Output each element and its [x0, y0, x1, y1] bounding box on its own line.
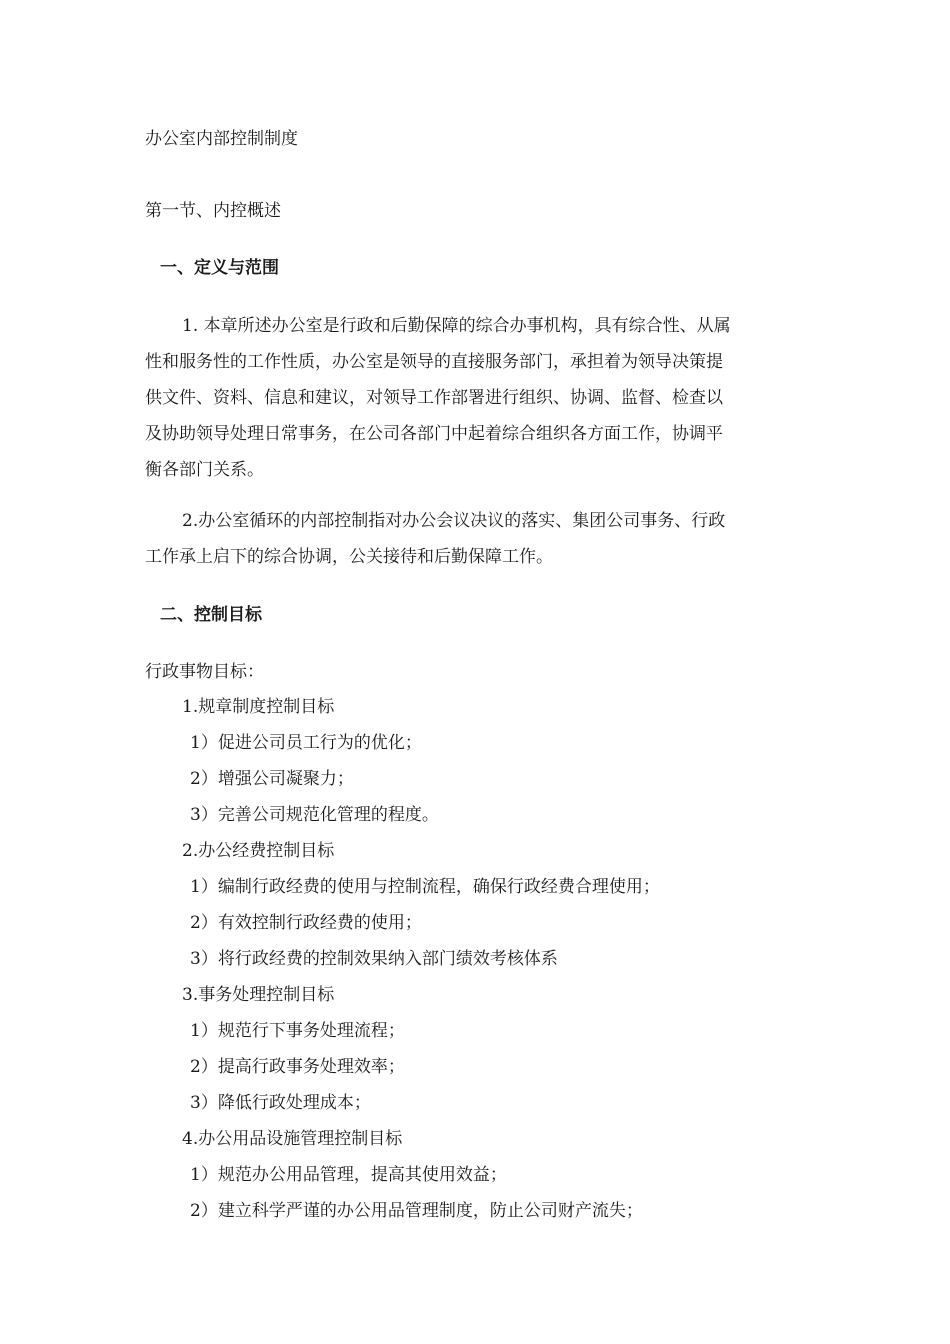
- para2-line: 2.办公室循环的内部控制指对办公会议决议的落实、集团公司事务、行政: [182, 511, 726, 531]
- goal-item: 2）有效控制行政经费的使用；: [190, 913, 422, 933]
- para1-line: 性和服务性的工作性质，办公室是领导的直接服务部门，承担着为领导决策提: [145, 352, 723, 372]
- goal-item: 3）降低行政处理成本；: [190, 1093, 371, 1113]
- goal-item: 2）增强公司凝聚力；: [190, 769, 354, 789]
- para1-line: 及协助领导处理日常事务，在公司各部门中起着综合组织各方面工作，协调平: [145, 424, 723, 444]
- para1-line: 衡各部门关系。: [145, 460, 264, 480]
- goal-item: 1）规范行下事务处理流程；: [190, 1021, 405, 1041]
- goal-item: 1）编制行政经费的使用与控制流程，确保行政经费合理使用；: [190, 877, 660, 897]
- goal-title: 3.事务处理控制目标: [182, 985, 335, 1005]
- goal-item: 3）将行政经费的控制效果纳入部门绩效考核体系: [190, 949, 558, 969]
- goal-item: 2）建立科学严谨的办公用品管理制度，防止公司财产流失；: [190, 1201, 643, 1221]
- goal-item: 1）促进公司员工行为的优化；: [190, 733, 422, 753]
- doc-title: 办公室内部控制制度: [145, 129, 298, 149]
- goal-item: 2）提高行政事务处理效率；: [190, 1057, 405, 1077]
- goal-item: 3）完善公司规范化管理的程度。: [190, 805, 439, 825]
- heading-definition-scope: 一、定义与范围: [160, 258, 279, 278]
- admin-goals-label: 行政事物目标：: [145, 662, 264, 682]
- para1-line: 供文件、资料、信息和建议，对领导工作部署进行组织、协调、监督、检查以: [145, 388, 723, 408]
- para1-line: 1. 本章所述办公室是行政和后勤保障的综合办事机构，具有综合性、从属: [182, 316, 731, 336]
- heading-control-objectives: 二、控制目标: [160, 605, 262, 625]
- goal-title: 2.办公经费控制目标: [182, 841, 335, 861]
- goal-item: 1）规范办公用品管理，提高其使用效益；: [190, 1165, 507, 1185]
- para2-line: 工作承上启下的综合协调，公关接待和后勤保障工作。: [145, 547, 553, 567]
- goal-title: 4.办公用品设施管理控制目标: [182, 1129, 403, 1149]
- goal-title: 1.规章制度控制目标: [182, 697, 335, 717]
- section-title: 第一节、内控概述: [145, 201, 281, 221]
